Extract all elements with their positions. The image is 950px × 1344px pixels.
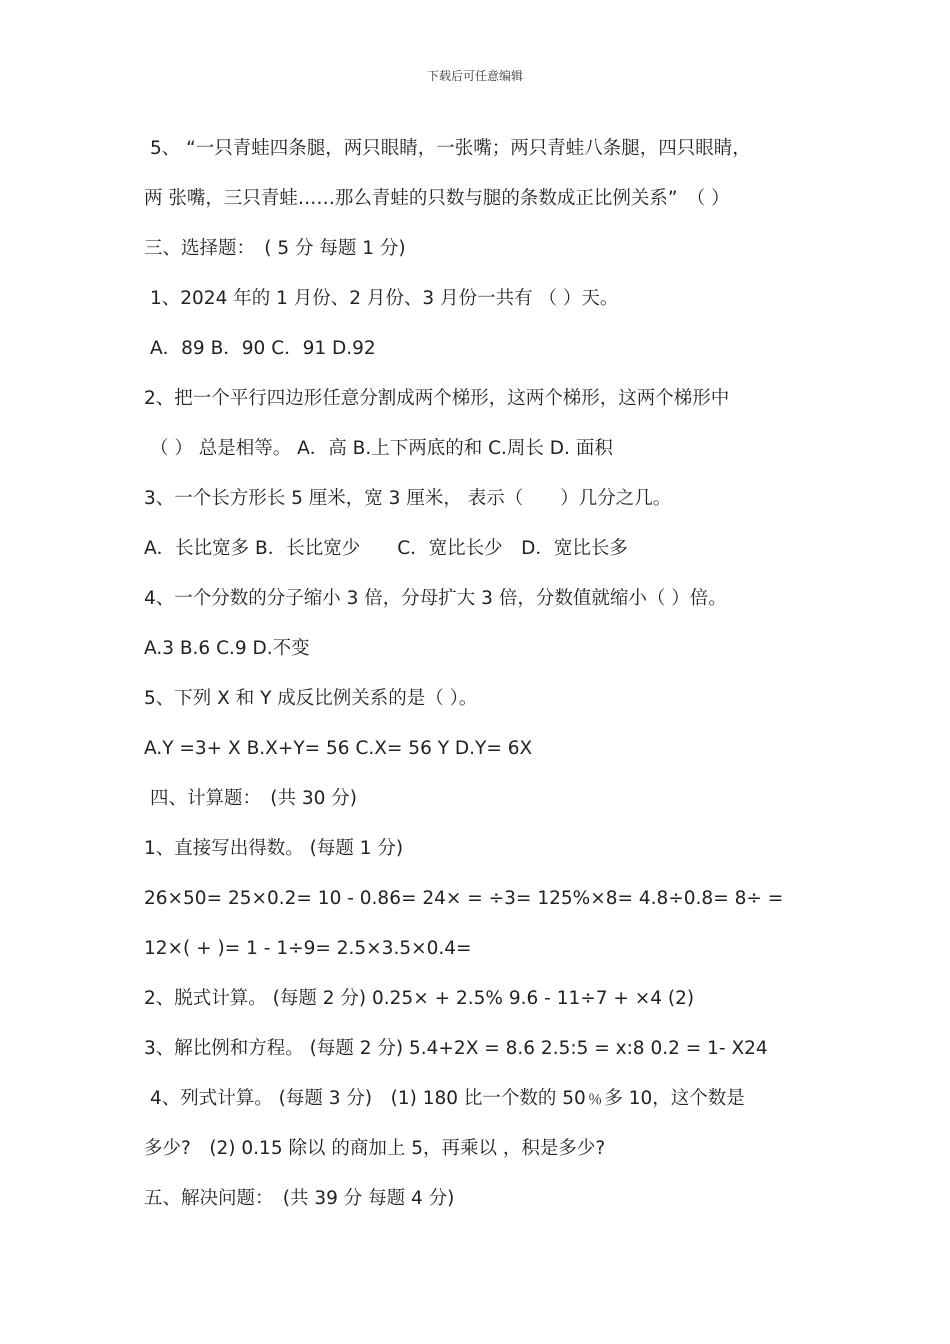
- choice-1-question: 1、2024 年的 1 月份、2 月份、3 月份一共有 （ ）天。: [150, 288, 619, 309]
- calc-3: 3、解比例和方程。 (每题 2 分) 5.4+2X = 8.6 2.5:5 = x:8 0.2 = 1- X24: [144, 1038, 768, 1059]
- calc-2: 2、脱式计算。 (每题 2 分) 0.25× + 2.5% 9.6 - 11÷7 + ×4 (2): [144, 988, 695, 1009]
- page-header: 下载后可任意编辑: [426, 69, 523, 83]
- choice-5-options: A.Y =3+ X B.X+Y= 56 C.X= 56 Y D.Y= 6X: [144, 738, 533, 759]
- choice-4-question: 4、一个分数的分子缩小 3 倍，分母扩大 3 倍，分数值就缩小（ ）倍。: [144, 588, 727, 609]
- calc-1-row-1: 26×50= 25×0.2= 10 - 0.86= 24× = ÷3= 125%×8= 4.8÷0.8= 8÷ =: [144, 888, 784, 909]
- choice-5-question: 5、下列 X 和 Y 成反比例关系的是（ ）。: [144, 688, 478, 709]
- section-5-heading: 五、解决问题： (共 39 分 每题 4 分): [144, 1188, 455, 1209]
- document-body: [144, 133, 824, 1233]
- choice-2-question: 2、把一个平行四边形任意分割成两个梯形，这两个梯形，这两个梯形中: [144, 388, 730, 409]
- section-4-heading: 四、计算题： (共 30 分): [150, 788, 357, 809]
- choice-4-options: A.3 B.6 C.9 D.不变: [144, 638, 310, 659]
- calc-4-line-2: 多少? (2) 0.15 除以 的商加上 5，再乘以 ，积是多少?: [144, 1138, 606, 1159]
- choice-1-options: A．89 B．90 C．91 D.92: [150, 338, 376, 359]
- calc-4-line-1: 4、列式计算。 (每题 3 分) (1) 180 比一个数的 50﹪多 10，这个数是: [150, 1088, 745, 1109]
- question-5-line-2: 两 张嘴，三只青蛙……那么青蛙的只数与腿的条数成正比例关系” （ ）: [144, 188, 730, 209]
- choice-3-question: 3、一个长方形长 5 厘米，宽 3 厘米， 表示（ ）几分之几。: [144, 488, 672, 509]
- question-5-line-1: 5、 “一只青蛙四条腿，两只眼睛，一张嘴；两只青蛙八条腿，四只眼睛，: [150, 138, 751, 159]
- choice-2-options: （ ） 总是相等。 A．高 B.上下两底的和 C.周长 D. 面积: [150, 438, 613, 459]
- calc-1-heading: 1、直接写出得数。 (每题 1 分): [144, 838, 404, 859]
- section-3-heading: 三、选择题： ( 5 分 每题 1 分): [144, 238, 406, 259]
- calc-1-row-2: 12×( + )= 1 - 1÷9= 2.5×3.5×0.4=: [144, 938, 472, 959]
- choice-3-options: A．长比宽多 B．长比宽少 C．宽比长少 D．宽比长多: [144, 538, 628, 559]
